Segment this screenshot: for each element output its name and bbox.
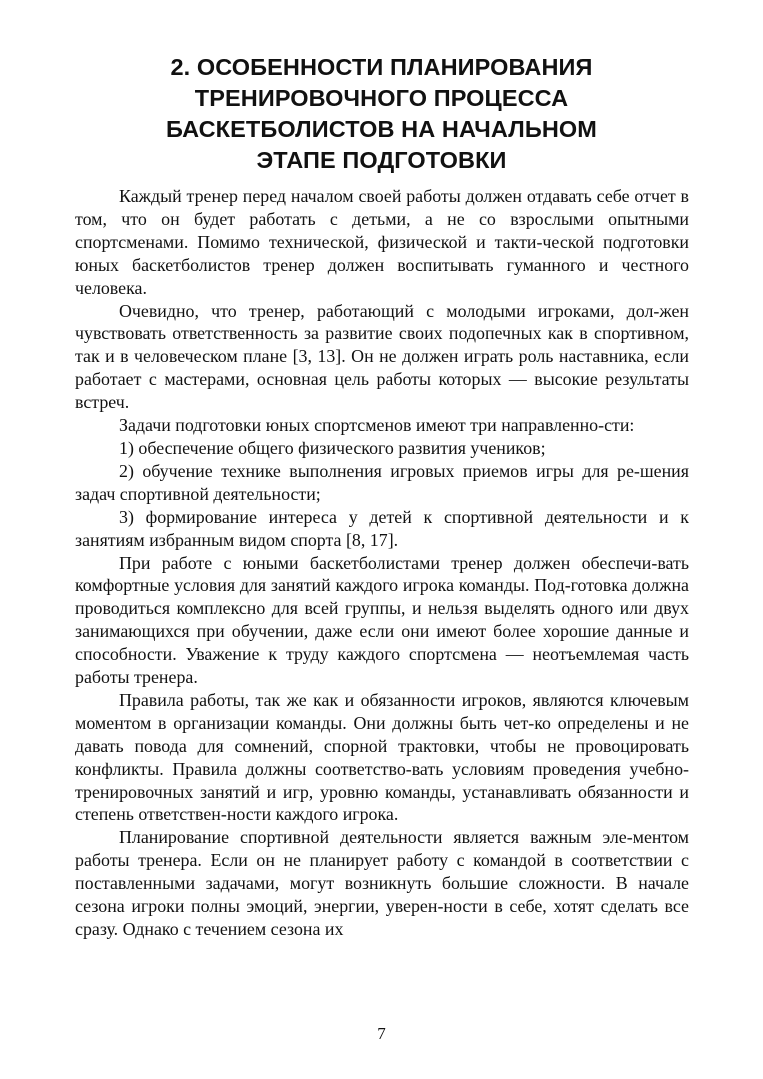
chapter-title-line: ЭТАПЕ ПОДГОТОВКИ (256, 147, 507, 173)
paragraph: Задачи подготовки юных спортсменов имеют три направленно-сти: (119, 415, 635, 436)
chapter-title-line: БАСКЕТБОЛИСТОВ НА НАЧАЛЬНОМ (166, 116, 597, 142)
body-text (75, 185, 689, 941)
list-item: 2) обучение технике выполнения игровых приемов игры для ре-шения задач спортивной деятельности; (75, 460, 689, 504)
page-number: 7 (377, 1024, 386, 1043)
list-item: 1) обеспечение общего физического развития учеников; (119, 437, 546, 458)
paragraph: Очевидно, что тренер, работающий с молодыми игроками, дол-жен чувствовать ответственность за развитие своих подопечных как в спортивном, так и в человеческом плане [3, 13]. Он не должен играть роль наставника, если работает с мастерами, основная цель работы которых — высокие результаты встреч. (75, 300, 689, 413)
paragraph: Каждый тренер перед началом своей работы должен отдавать себе отчет в том, что он будет работать с детьми, а не со взрослыми опытными спортсменами. Помимо технической, физической и такти-ческой подготовки юных баскетболистов тренер должен воспитывать гуманного и честного человека. (75, 186, 689, 298)
paragraph: Планирование спортивной деятельности является важным эле-ментом работы тренера. Если он не планирует работу с командой в соответствии с поставленными задачами, могут возникнуть большие сложности. В начале сезона игроки полны эмоций, энергии, уверен-ности в себе, хотят сделать все сразу. Однако с течением сезона их (75, 827, 689, 939)
paragraph: Правила работы, так же как и обязанности игроков, являются ключевым моментом в организации команды. Они должны быть чет-ко определены и не давать повода для сомнений, спорной трактовки, чтобы не провоцировать конфликты. Правила должны соответство-вать условиям проведения учебно-тренировочных занятий и игр, уровню команды, устанавливать обязанности и степень ответствен-ности каждого игрока. (75, 689, 689, 825)
chapter-title-line: 2. ОСОБЕННОСТИ ПЛАНИРОВАНИЯ (170, 54, 593, 80)
chapter-title-line: ТРЕНИРОВОЧНОГО ПРОЦЕССА (194, 85, 569, 111)
list-item: 3) формирование интереса у детей к спортивной деятельности и к занятиям избранным видом спорта [8, 17]. (75, 506, 689, 550)
paragraph: При работе с юными баскетболистами тренер должен обеспечи-вать комфортные условия для занятий каждого игрока команды. Под-готовка должна проводиться комплексно для всей группы, и нельзя выделять одного или двух занимающихся при обучении, даже если они имеют более хорошие данные и способности. Уважение к труду каждого спортсмена — неотъемлемая часть работы тренера. (75, 552, 689, 688)
chapter-title (90, 52, 673, 176)
